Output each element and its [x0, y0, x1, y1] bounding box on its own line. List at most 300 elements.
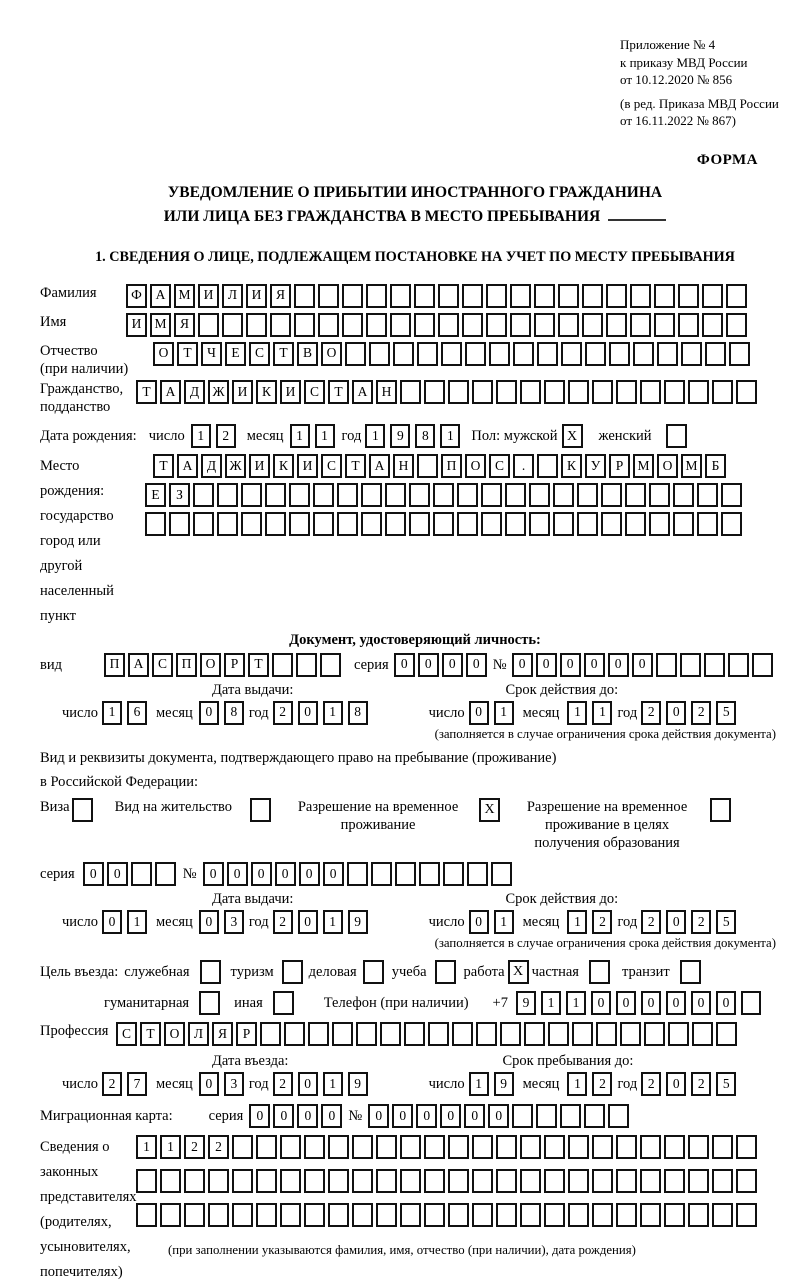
char-box[interactable]: 1	[567, 701, 587, 725]
char-box[interactable]	[601, 512, 622, 536]
char-box[interactable]: 9	[348, 1072, 368, 1096]
char-box[interactable]: Т	[345, 454, 366, 478]
char-box[interactable]	[256, 1169, 277, 1193]
char-box[interactable]	[342, 284, 363, 308]
char-box[interactable]	[558, 284, 579, 308]
char-box[interactable]: И	[246, 284, 267, 308]
char-box[interactable]	[688, 380, 709, 404]
char-box[interactable]	[544, 1203, 565, 1227]
char-box[interactable]: С	[489, 454, 510, 478]
char-box[interactable]	[395, 862, 416, 886]
char-box[interactable]	[332, 1022, 353, 1046]
char-box[interactable]	[376, 1135, 397, 1159]
char-box[interactable]	[697, 512, 718, 536]
char-box[interactable]: 0	[227, 862, 248, 886]
char-box[interactable]	[702, 313, 723, 337]
char-box[interactable]	[400, 1135, 421, 1159]
char-box[interactable]	[512, 1104, 533, 1128]
char-box[interactable]	[625, 483, 646, 507]
char-box[interactable]: 0	[416, 1104, 437, 1128]
char-box[interactable]	[544, 380, 565, 404]
char-box[interactable]: 2	[208, 1135, 229, 1159]
char-box[interactable]	[649, 483, 670, 507]
char-box[interactable]	[544, 1169, 565, 1193]
char-box[interactable]: 1	[567, 1072, 587, 1096]
char-box[interactable]: Р	[236, 1022, 257, 1046]
char-box[interactable]	[232, 1135, 253, 1159]
permit-series-boxes[interactable]	[83, 862, 179, 886]
char-box[interactable]: О	[164, 1022, 185, 1046]
char-box[interactable]: К	[561, 454, 582, 478]
char-box[interactable]: К	[273, 454, 294, 478]
char-box[interactable]: С	[152, 653, 173, 677]
char-box[interactable]: 0	[608, 653, 629, 677]
char-box[interactable]	[630, 284, 651, 308]
char-box[interactable]	[414, 284, 435, 308]
char-box[interactable]	[169, 512, 190, 536]
char-box[interactable]	[304, 1135, 325, 1159]
char-box[interactable]	[313, 483, 334, 507]
guardians-boxes-1[interactable]	[136, 1135, 760, 1159]
char-box[interactable]	[568, 1203, 589, 1227]
char-box[interactable]	[664, 1203, 685, 1227]
char-box[interactable]	[345, 342, 366, 366]
char-box[interactable]: О	[657, 454, 678, 478]
char-box[interactable]	[486, 284, 507, 308]
char-box[interactable]: Ф	[126, 284, 147, 308]
char-box[interactable]	[369, 342, 390, 366]
char-box[interactable]	[529, 483, 550, 507]
stay-year-boxes[interactable]	[641, 1072, 741, 1096]
char-box[interactable]: П	[176, 653, 197, 677]
char-box[interactable]: 0	[716, 991, 736, 1015]
birth-year-boxes[interactable]	[365, 424, 465, 448]
char-box[interactable]: 5	[716, 910, 736, 934]
char-box[interactable]: Т	[177, 342, 198, 366]
migr-series-boxes[interactable]	[249, 1104, 345, 1128]
char-box[interactable]	[568, 1135, 589, 1159]
char-box[interactable]	[640, 1203, 661, 1227]
char-box[interactable]	[537, 454, 558, 478]
char-box[interactable]	[441, 342, 462, 366]
char-box[interactable]: 5	[716, 701, 736, 725]
char-box[interactable]	[280, 1203, 301, 1227]
char-box[interactable]: 0	[464, 1104, 485, 1128]
permit-issue-day-boxes[interactable]	[102, 910, 152, 934]
char-box[interactable]: А	[128, 653, 149, 677]
char-box[interactable]: 0	[632, 653, 653, 677]
char-box[interactable]	[352, 1203, 373, 1227]
char-box[interactable]: 0	[666, 1072, 686, 1096]
char-box[interactable]: И	[126, 313, 147, 337]
permit-valid-month-boxes[interactable]	[567, 910, 617, 934]
char-box[interactable]	[486, 313, 507, 337]
char-box[interactable]	[705, 342, 726, 366]
char-box[interactable]: 2	[102, 1072, 122, 1096]
char-box[interactable]: К	[256, 380, 277, 404]
char-box[interactable]	[241, 483, 262, 507]
char-box[interactable]	[668, 1022, 689, 1046]
char-box[interactable]	[419, 862, 440, 886]
char-box[interactable]: П	[441, 454, 462, 478]
char-box[interactable]: Я	[174, 313, 195, 337]
entry-day-boxes[interactable]	[102, 1072, 152, 1096]
char-box[interactable]	[409, 483, 430, 507]
stay-month-boxes[interactable]	[567, 1072, 617, 1096]
char-box[interactable]	[193, 483, 214, 507]
char-box[interactable]: Л	[188, 1022, 209, 1046]
stay-day-boxes[interactable]	[469, 1072, 519, 1096]
char-box[interactable]	[534, 284, 555, 308]
char-box[interactable]	[654, 313, 675, 337]
char-box[interactable]	[510, 284, 531, 308]
char-box[interactable]	[688, 1135, 709, 1159]
char-box[interactable]	[520, 1203, 541, 1227]
char-box[interactable]	[390, 284, 411, 308]
char-box[interactable]: 9	[494, 1072, 514, 1096]
purpose-humanitarian-checkbox[interactable]	[199, 991, 220, 1015]
birth-month-boxes[interactable]	[290, 424, 340, 448]
char-box[interactable]	[728, 653, 749, 677]
char-box[interactable]	[376, 1203, 397, 1227]
char-box[interactable]	[371, 862, 392, 886]
char-box[interactable]: 2	[273, 910, 293, 934]
char-box[interactable]	[433, 512, 454, 536]
char-box[interactable]: 0	[666, 910, 686, 934]
char-box[interactable]	[232, 1169, 253, 1193]
purpose-study-checkbox[interactable]	[435, 960, 456, 984]
char-box[interactable]: 1	[440, 424, 460, 448]
char-box[interactable]: О	[200, 653, 221, 677]
char-box[interactable]: 1	[323, 1072, 343, 1096]
char-box[interactable]: .	[513, 454, 534, 478]
doc-issue-year-boxes[interactable]	[273, 701, 373, 725]
char-box[interactable]: 3	[224, 910, 244, 934]
char-box[interactable]	[500, 1022, 521, 1046]
char-box[interactable]	[496, 1203, 517, 1227]
char-box[interactable]	[131, 862, 152, 886]
char-box[interactable]	[448, 1169, 469, 1193]
temp-residence-checkbox[interactable]: X	[479, 798, 500, 822]
birth-place-boxes-2[interactable]	[145, 483, 745, 507]
guardians-boxes-3[interactable]	[136, 1203, 760, 1227]
char-box[interactable]	[584, 1104, 605, 1128]
char-box[interactable]	[721, 512, 742, 536]
char-box[interactable]	[729, 342, 750, 366]
char-box[interactable]	[702, 284, 723, 308]
char-box[interactable]	[198, 313, 219, 337]
char-box[interactable]	[232, 1203, 253, 1227]
char-box[interactable]: 0	[536, 653, 557, 677]
char-box[interactable]	[390, 313, 411, 337]
char-box[interactable]: 8	[348, 701, 368, 725]
phone-boxes[interactable]	[516, 991, 766, 1015]
char-box[interactable]	[361, 512, 382, 536]
char-box[interactable]: 3	[224, 1072, 244, 1096]
char-box[interactable]	[280, 1135, 301, 1159]
doc-valid-day-boxes[interactable]	[469, 701, 519, 725]
char-box[interactable]	[424, 380, 445, 404]
char-box[interactable]: 0	[392, 1104, 413, 1128]
char-box[interactable]: Ж	[225, 454, 246, 478]
char-box[interactable]	[222, 313, 243, 337]
char-box[interactable]: О	[465, 454, 486, 478]
char-box[interactable]	[265, 483, 286, 507]
char-box[interactable]	[716, 1022, 737, 1046]
char-box[interactable]: 1	[494, 910, 514, 934]
char-box[interactable]	[280, 1169, 301, 1193]
char-box[interactable]	[376, 1169, 397, 1193]
char-box[interactable]	[385, 483, 406, 507]
char-box[interactable]	[208, 1203, 229, 1227]
char-box[interactable]	[145, 512, 166, 536]
char-box[interactable]	[489, 342, 510, 366]
char-box[interactable]	[736, 1203, 757, 1227]
char-box[interactable]: 0	[298, 1072, 318, 1096]
visa-checkbox[interactable]	[72, 798, 93, 822]
char-box[interactable]	[366, 284, 387, 308]
char-box[interactable]: 1	[365, 424, 385, 448]
char-box[interactable]	[462, 284, 483, 308]
char-box[interactable]: И	[297, 454, 318, 478]
char-box[interactable]	[318, 313, 339, 337]
char-box[interactable]: 9	[348, 910, 368, 934]
purpose-business-checkbox[interactable]	[363, 960, 384, 984]
char-box[interactable]	[304, 1169, 325, 1193]
entry-year-boxes[interactable]	[273, 1072, 373, 1096]
char-box[interactable]	[400, 1203, 421, 1227]
char-box[interactable]	[304, 1203, 325, 1227]
char-box[interactable]	[208, 1169, 229, 1193]
char-box[interactable]: 2	[592, 1072, 612, 1096]
char-box[interactable]: 1	[160, 1135, 181, 1159]
char-box[interactable]: 0	[469, 701, 489, 725]
char-box[interactable]: Я	[212, 1022, 233, 1046]
char-box[interactable]: 0	[298, 701, 318, 725]
char-box[interactable]	[692, 1022, 713, 1046]
char-box[interactable]	[265, 512, 286, 536]
char-box[interactable]	[481, 483, 502, 507]
char-box[interactable]: С	[304, 380, 325, 404]
char-box[interactable]	[596, 1022, 617, 1046]
char-box[interactable]	[496, 380, 517, 404]
char-box[interactable]	[640, 380, 661, 404]
char-box[interactable]: М	[150, 313, 171, 337]
char-box[interactable]: 0	[251, 862, 272, 886]
doc-type-boxes[interactable]	[104, 653, 344, 677]
char-box[interactable]	[606, 313, 627, 337]
char-box[interactable]	[337, 512, 358, 536]
purpose-other-checkbox[interactable]	[273, 991, 294, 1015]
char-box[interactable]	[585, 342, 606, 366]
char-box[interactable]	[452, 1022, 473, 1046]
char-box[interactable]	[529, 512, 550, 536]
char-box[interactable]: Н	[393, 454, 414, 478]
char-box[interactable]	[657, 342, 678, 366]
permit-valid-year-boxes[interactable]	[641, 910, 741, 934]
char-box[interactable]: 0	[466, 653, 487, 677]
char-box[interactable]: А	[352, 380, 373, 404]
char-box[interactable]: О	[153, 342, 174, 366]
char-box[interactable]	[640, 1135, 661, 1159]
char-box[interactable]	[678, 313, 699, 337]
char-box[interactable]	[510, 313, 531, 337]
char-box[interactable]	[553, 512, 574, 536]
migr-number-boxes[interactable]	[368, 1104, 632, 1128]
char-box[interactable]: 2	[184, 1135, 205, 1159]
char-box[interactable]: 1	[494, 701, 514, 725]
char-box[interactable]	[417, 454, 438, 478]
char-box[interactable]	[184, 1203, 205, 1227]
char-box[interactable]	[544, 1135, 565, 1159]
surname-boxes[interactable]	[126, 284, 750, 308]
char-box[interactable]: 0	[298, 910, 318, 934]
char-box[interactable]: 2	[691, 1072, 711, 1096]
char-box[interactable]	[256, 1203, 277, 1227]
char-box[interactable]	[448, 380, 469, 404]
char-box[interactable]: А	[369, 454, 390, 478]
char-box[interactable]: Б	[705, 454, 726, 478]
char-box[interactable]: 2	[641, 1072, 661, 1096]
char-box[interactable]: Л	[222, 284, 243, 308]
char-box[interactable]	[736, 1169, 757, 1193]
char-box[interactable]	[472, 1169, 493, 1193]
char-box[interactable]: 2	[216, 424, 236, 448]
char-box[interactable]: 0	[666, 701, 686, 725]
doc-valid-year-boxes[interactable]	[641, 701, 741, 725]
char-box[interactable]	[513, 342, 534, 366]
char-box[interactable]	[496, 1169, 517, 1193]
char-box[interactable]: 2	[273, 1072, 293, 1096]
char-box[interactable]: 0	[321, 1104, 342, 1128]
char-box[interactable]	[616, 1203, 637, 1227]
char-box[interactable]: 0	[469, 910, 489, 934]
char-box[interactable]	[568, 1169, 589, 1193]
char-box[interactable]	[620, 1022, 641, 1046]
char-box[interactable]	[472, 1135, 493, 1159]
char-box[interactable]	[633, 342, 654, 366]
char-box[interactable]	[256, 1135, 277, 1159]
char-box[interactable]	[404, 1022, 425, 1046]
char-box[interactable]: 0	[299, 862, 320, 886]
char-box[interactable]: 1	[541, 991, 561, 1015]
char-box[interactable]: 0	[249, 1104, 270, 1128]
char-box[interactable]: 0	[273, 1104, 294, 1128]
char-box[interactable]	[577, 512, 598, 536]
permit-number-boxes[interactable]	[203, 862, 515, 886]
char-box[interactable]: А	[160, 380, 181, 404]
char-box[interactable]	[534, 313, 555, 337]
char-box[interactable]	[352, 1169, 373, 1193]
char-box[interactable]	[496, 1135, 517, 1159]
char-box[interactable]	[577, 483, 598, 507]
char-box[interactable]: Н	[376, 380, 397, 404]
char-box[interactable]	[625, 512, 646, 536]
char-box[interactable]	[649, 512, 670, 536]
char-box[interactable]	[644, 1022, 665, 1046]
char-box[interactable]	[609, 342, 630, 366]
char-box[interactable]	[328, 1135, 349, 1159]
char-box[interactable]	[400, 380, 421, 404]
char-box[interactable]: Ж	[208, 380, 229, 404]
char-box[interactable]: М	[174, 284, 195, 308]
char-box[interactable]	[448, 1203, 469, 1227]
entry-month-boxes[interactable]	[199, 1072, 249, 1096]
char-box[interactable]: 1	[567, 910, 587, 934]
char-box[interactable]	[736, 380, 757, 404]
char-box[interactable]	[673, 512, 694, 536]
char-box[interactable]	[443, 862, 464, 886]
char-box[interactable]	[217, 483, 238, 507]
char-box[interactable]	[328, 1203, 349, 1227]
char-box[interactable]	[697, 483, 718, 507]
char-box[interactable]	[481, 512, 502, 536]
char-box[interactable]	[520, 1169, 541, 1193]
char-box[interactable]: 2	[641, 701, 661, 725]
permit-valid-day-boxes[interactable]	[469, 910, 519, 934]
char-box[interactable]: 7	[127, 1072, 147, 1096]
char-box[interactable]: П	[104, 653, 125, 677]
char-box[interactable]: Т	[136, 380, 157, 404]
char-box[interactable]: 0	[199, 1072, 219, 1096]
char-box[interactable]	[155, 862, 176, 886]
char-box[interactable]: 1	[136, 1135, 157, 1159]
char-box[interactable]: С	[116, 1022, 137, 1046]
char-box[interactable]: 0	[616, 991, 636, 1015]
char-box[interactable]: 0	[199, 701, 219, 725]
char-box[interactable]	[424, 1203, 445, 1227]
char-box[interactable]	[726, 313, 747, 337]
char-box[interactable]: 0	[560, 653, 581, 677]
char-box[interactable]: 1	[323, 910, 343, 934]
char-box[interactable]	[560, 1104, 581, 1128]
char-box[interactable]	[608, 1104, 629, 1128]
char-box[interactable]	[592, 380, 613, 404]
char-box[interactable]: 0	[107, 862, 128, 886]
char-box[interactable]	[654, 284, 675, 308]
temp-residence-edu-checkbox[interactable]	[710, 798, 731, 822]
char-box[interactable]: 0	[102, 910, 122, 934]
char-box[interactable]	[616, 380, 637, 404]
char-box[interactable]: 0	[488, 1104, 509, 1128]
char-box[interactable]	[726, 284, 747, 308]
char-box[interactable]	[313, 512, 334, 536]
char-box[interactable]: 1	[315, 424, 335, 448]
char-box[interactable]	[424, 1135, 445, 1159]
char-box[interactable]	[712, 1169, 733, 1193]
char-box[interactable]	[433, 483, 454, 507]
permit-issue-month-boxes[interactable]	[199, 910, 249, 934]
char-box[interactable]	[673, 483, 694, 507]
guardians-boxes-2[interactable]	[136, 1169, 760, 1193]
char-box[interactable]	[457, 512, 478, 536]
char-box[interactable]	[361, 483, 382, 507]
char-box[interactable]	[664, 380, 685, 404]
residence-permit-checkbox[interactable]	[250, 798, 271, 822]
char-box[interactable]: О	[321, 342, 342, 366]
char-box[interactable]: 0	[691, 991, 711, 1015]
char-box[interactable]	[592, 1203, 613, 1227]
char-box[interactable]	[476, 1022, 497, 1046]
char-box[interactable]: 1	[566, 991, 586, 1015]
char-box[interactable]	[417, 342, 438, 366]
char-box[interactable]	[217, 512, 238, 536]
char-box[interactable]	[428, 1022, 449, 1046]
doc-number-boxes[interactable]	[512, 653, 776, 677]
char-box[interactable]: 0	[83, 862, 104, 886]
char-box[interactable]: 9	[390, 424, 410, 448]
char-box[interactable]: Ч	[201, 342, 222, 366]
